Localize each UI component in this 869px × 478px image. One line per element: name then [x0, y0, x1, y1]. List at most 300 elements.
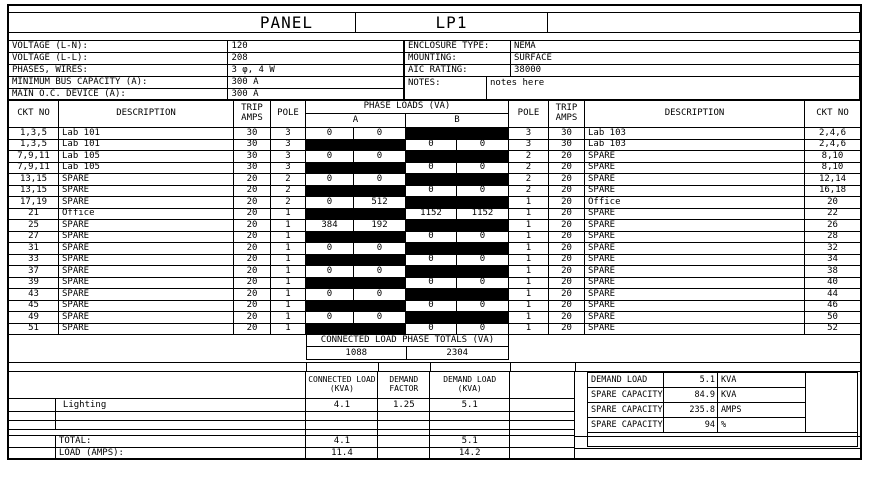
left-pole: 1	[271, 278, 306, 290]
phase-a-load-right: 0	[354, 312, 406, 324]
phase-a-load-left	[306, 255, 354, 267]
phase-a-load-left	[306, 232, 354, 244]
right-ckt-no: 26	[805, 220, 861, 232]
summary-cell-spacer	[510, 448, 575, 459]
left-trip-amps: 20	[234, 312, 271, 324]
left-pole: 1	[271, 255, 306, 267]
capacity-value: 235.8	[664, 403, 718, 418]
load-amps-label: LOAD (AMPS):	[56, 448, 307, 459]
left-trip-amps: 20	[234, 255, 271, 267]
left-ckt-no: 25	[9, 220, 59, 232]
right-description: SPARE	[585, 312, 805, 324]
capacity-value: 5.1	[664, 373, 718, 388]
phase-b-load-right: 0	[457, 163, 509, 175]
summary-cell-spacer	[378, 421, 430, 430]
panel-info-left-table	[8, 40, 404, 101]
right-pole: 1	[509, 324, 549, 336]
info-row	[9, 41, 404, 53]
phase-a-load-right	[354, 209, 406, 221]
schedule-header	[8, 99, 861, 128]
info-label: AIC RATING:	[405, 65, 511, 77]
left-description: SPARE	[59, 301, 234, 313]
info-row	[9, 65, 404, 77]
panel-info-right-table	[404, 40, 860, 101]
right-ckt-no: 32	[805, 243, 861, 255]
left-description: SPARE	[59, 266, 234, 278]
summary-cell-spacer	[378, 412, 430, 421]
header-phase-a: A	[306, 114, 406, 128]
summary-cell-spacer	[510, 412, 575, 421]
capacity-value: 94	[664, 418, 718, 433]
summary-header-spacer	[510, 372, 575, 399]
info-label: MAIN O.C. DEVICE (A):	[9, 89, 228, 101]
phase-a-load-left	[306, 209, 354, 221]
phase-b-load-right: 0	[457, 324, 509, 336]
info-row	[9, 77, 404, 89]
phase-a-load-left: 0	[306, 197, 354, 209]
summary-header-demand-factor: DEMAND FACTOR	[378, 372, 430, 399]
left-ckt-no: 7,9,11	[9, 151, 59, 163]
phase-b-load-left: 0	[406, 163, 457, 175]
phase-b-load-left: 1152	[406, 209, 457, 221]
right-description: SPARE	[585, 220, 805, 232]
summary-demand-factor: 1.25	[378, 399, 430, 412]
phase-a-load-right	[354, 324, 406, 336]
right-trip-amps: 20	[549, 289, 585, 301]
capacity-unit: AMPS	[718, 403, 806, 418]
left-ckt-no: 21	[9, 209, 59, 221]
phase-a-load-left: 0	[306, 128, 354, 140]
summary-description: Lighting	[56, 399, 307, 412]
summary-header-demand-load: DEMAND LOAD (KVA)	[430, 372, 510, 399]
divider-strip	[8, 362, 861, 372]
phase-a-load-left	[306, 301, 354, 313]
right-description: SPARE	[585, 255, 805, 267]
right-description: SPARE	[585, 186, 805, 198]
right-trip-amps: 20	[549, 174, 585, 186]
phase-b-load-left: 0	[406, 278, 457, 290]
phase-a-load-left: 0	[306, 289, 354, 301]
load-summary-table	[8, 372, 575, 459]
phase-b-load-right: 0	[457, 186, 509, 198]
right-trip-amps: 20	[549, 255, 585, 267]
right-pole: 1	[509, 220, 549, 232]
right-pole: 3	[509, 140, 549, 152]
left-pole: 3	[271, 128, 306, 140]
left-description: SPARE	[59, 312, 234, 324]
header-description-left: DESCRIPTION	[59, 100, 234, 128]
right-trip-amps: 20	[549, 197, 585, 209]
header-phase-b: B	[406, 114, 509, 128]
summary-connected-load: 4.1	[306, 399, 378, 412]
phase-a-load-left: 384	[306, 220, 354, 232]
left-trip-amps: 20	[234, 186, 271, 198]
left-description: SPARE	[59, 243, 234, 255]
right-ckt-no: 16,18	[805, 186, 861, 198]
left-trip-amps: 20	[234, 197, 271, 209]
left-pole: 1	[271, 220, 306, 232]
left-trip-amps: 20	[234, 289, 271, 301]
phase-a-load-right: 0	[354, 289, 406, 301]
right-description: Office	[585, 197, 805, 209]
capacity-label: DEMAND LOAD	[588, 373, 664, 388]
left-description: SPARE	[59, 232, 234, 244]
phase-a-load-right	[354, 163, 406, 175]
phase-b-load-left: 0	[406, 232, 457, 244]
left-pole: 1	[271, 243, 306, 255]
summary-total-row	[9, 436, 575, 448]
right-pole: 1	[509, 312, 549, 324]
left-ckt-no: 1,3,5	[9, 140, 59, 152]
phase-a-load-left	[306, 186, 354, 198]
left-description: SPARE	[59, 324, 234, 336]
phase-a-load-right	[354, 278, 406, 290]
right-trip-amps: 20	[549, 278, 585, 290]
summary-row-lighting	[9, 399, 575, 412]
phase-b-load-right	[457, 197, 509, 209]
phase-b-load-right: 0	[457, 301, 509, 313]
right-ckt-no: 44	[805, 289, 861, 301]
phase-b-load-right	[457, 220, 509, 232]
info-label: NOTES:	[405, 77, 487, 101]
phase-b-load-left: 0	[406, 140, 457, 152]
summary-demand-load: 5.1	[430, 399, 510, 412]
phase-totals-box	[306, 335, 509, 360]
summary-empty-row	[9, 412, 575, 421]
phase-a-load-right: 0	[354, 243, 406, 255]
left-pole: 1	[271, 232, 306, 244]
strip-cell	[379, 363, 431, 371]
right-description: Lab 103	[585, 128, 805, 140]
summary-cell-spacer	[306, 412, 378, 421]
right-ckt-no: 8,10	[805, 163, 861, 175]
total-connected-load: 4.1	[306, 436, 378, 448]
info-value: 300 A	[228, 89, 404, 101]
right-pole: 1	[509, 278, 549, 290]
summary-cell-spacer	[9, 421, 56, 430]
right-trip-amps: 20	[549, 186, 585, 198]
summary-cell-spacer	[430, 421, 510, 430]
left-pole: 1	[271, 312, 306, 324]
summary-cell-spacer	[378, 436, 430, 448]
left-ckt-no: 49	[9, 312, 59, 324]
phase-a-load-right	[354, 232, 406, 244]
phase-a-load-left: 0	[306, 266, 354, 278]
right-pole: 2	[509, 174, 549, 186]
right-pole: 3	[509, 128, 549, 140]
right-pole: 1	[509, 289, 549, 301]
info-value: 3 φ, 4 W	[228, 65, 404, 77]
left-pole: 2	[271, 197, 306, 209]
summary-cell-spacer	[510, 399, 575, 412]
summary-cell-spacer	[9, 412, 56, 421]
phase-b-load-left: 0	[406, 324, 457, 336]
phase-b-load-left	[406, 312, 457, 324]
right-trip-amps: 20	[549, 301, 585, 313]
left-pole: 3	[271, 163, 306, 175]
right-description: SPARE	[585, 289, 805, 301]
left-ckt-no: 1,3,5	[9, 128, 59, 140]
left-description: SPARE	[59, 278, 234, 290]
right-pole: 2	[509, 151, 549, 163]
right-pole: 1	[509, 255, 549, 267]
left-pole: 2	[271, 174, 306, 186]
phase-a-total: 1088	[307, 347, 407, 359]
panel-title-label: PANEL	[9, 13, 356, 32]
left-ckt-no: 17,19	[9, 197, 59, 209]
right-description: SPARE	[585, 151, 805, 163]
info-row	[405, 65, 860, 77]
left-pole: 1	[271, 209, 306, 221]
left-description: Lab 101	[59, 128, 234, 140]
phase-a-load-left: 0	[306, 243, 354, 255]
total-demand-load: 5.1	[430, 436, 510, 448]
header-trip-amps-right: TRIP AMPS	[549, 100, 585, 128]
right-pole: 1	[509, 209, 549, 221]
left-ckt-no: 27	[9, 232, 59, 244]
right-description: SPARE	[585, 301, 805, 313]
left-trip-amps: 20	[234, 301, 271, 313]
info-value: 38000	[511, 65, 860, 77]
right-ckt-no: 40	[805, 278, 861, 290]
summary-cell-spacer	[9, 399, 56, 412]
info-label: VOLTAGE (L-L):	[9, 53, 228, 65]
right-description: SPARE	[585, 209, 805, 221]
header-pole-right: POLE	[509, 100, 549, 128]
phase-a-load-left	[306, 163, 354, 175]
left-description: Lab 105	[59, 163, 234, 175]
left-description: Lab 105	[59, 151, 234, 163]
left-description: SPARE	[59, 289, 234, 301]
info-row	[405, 41, 860, 53]
left-description: SPARE	[59, 174, 234, 186]
left-ckt-no: 51	[9, 324, 59, 336]
right-description: SPARE	[585, 243, 805, 255]
capacity-label: SPARE CAPACITY	[588, 388, 664, 403]
capacity-table	[587, 372, 806, 433]
phase-a-load-right	[354, 301, 406, 313]
left-ckt-no: 39	[9, 278, 59, 290]
right-ckt-no: 20	[805, 197, 861, 209]
phase-a-load-right: 512	[354, 197, 406, 209]
right-pole: 1	[509, 243, 549, 255]
left-pole: 3	[271, 140, 306, 152]
summary-header-spacer	[9, 372, 306, 399]
schedule-rows-grid	[8, 128, 861, 335]
summary-cell-spacer	[430, 412, 510, 421]
phase-b-load-left: 0	[406, 186, 457, 198]
header-trip-amps-left: TRIP AMPS	[234, 100, 271, 128]
right-ckt-no: 28	[805, 232, 861, 244]
phase-b-load-right: 1152	[457, 209, 509, 221]
phase-b-load-left	[406, 128, 457, 140]
info-label: MOUNTING:	[405, 53, 511, 65]
right-ckt-no: 12,14	[805, 174, 861, 186]
left-description: SPARE	[59, 186, 234, 198]
phase-b-load-left	[406, 243, 457, 255]
left-trip-amps: 20	[234, 232, 271, 244]
capacity-unit: KVA	[718, 373, 806, 388]
phase-b-load-left	[406, 220, 457, 232]
right-ckt-no: 22	[805, 209, 861, 221]
summary-cell-spacer	[306, 421, 378, 430]
phase-b-total: 2304	[446, 347, 469, 358]
left-trip-amps: 20	[234, 266, 271, 278]
phase-totals-label: CONNECTED LOAD PHASE TOTALS (VA)	[307, 335, 508, 347]
phase-a-load-right	[354, 255, 406, 267]
load-amps-connected: 11.4	[306, 448, 378, 459]
left-ckt-no: 33	[9, 255, 59, 267]
left-pole: 1	[271, 324, 306, 336]
title-blank-cell	[548, 13, 860, 32]
right-trip-amps: 30	[549, 140, 585, 152]
header-ckt-no-left: CKT NO	[9, 100, 59, 128]
summary-cell-spacer	[56, 421, 307, 430]
summary-header-connected-load: CONNECTED LOAD (KVA)	[306, 372, 378, 399]
phase-a-load-right: 0	[354, 174, 406, 186]
right-trip-amps: 20	[549, 220, 585, 232]
phase-a-load-right: 192	[354, 220, 406, 232]
left-ckt-no: 7,9,11	[9, 163, 59, 175]
right-ckt-no: 8,10	[805, 151, 861, 163]
left-description: SPARE	[59, 197, 234, 209]
phase-a-load-left: 0	[306, 151, 354, 163]
title-row	[8, 12, 861, 33]
summary-cell-spacer	[510, 421, 575, 430]
left-ckt-no: 37	[9, 266, 59, 278]
phase-a-load-right: 0	[354, 266, 406, 278]
info-value: SURFACE	[511, 53, 860, 65]
info-value: notes here	[487, 77, 860, 101]
summary-load-amps-row	[9, 448, 575, 459]
left-trip-amps: 30	[234, 163, 271, 175]
left-trip-amps: 20	[234, 220, 271, 232]
phase-a-load-right: 0	[354, 128, 406, 140]
strip-cell	[9, 363, 307, 371]
header-pole-left: POLE	[271, 100, 306, 128]
summary-cell-spacer	[9, 448, 56, 459]
left-trip-amps: 30	[234, 128, 271, 140]
right-trip-amps: 20	[549, 163, 585, 175]
summary-cell-spacer	[9, 436, 56, 448]
info-value: 120	[228, 41, 404, 53]
right-pole: 1	[509, 266, 549, 278]
right-trip-amps: 30	[549, 128, 585, 140]
right-ckt-no: 34	[805, 255, 861, 267]
strip-cell	[511, 363, 576, 371]
right-description: SPARE	[585, 163, 805, 175]
info-label: MINIMUM BUS CAPACITY (A):	[9, 77, 228, 89]
phase-a-load-left	[306, 324, 354, 336]
header-phase-loads: PHASE LOADS (VA)	[306, 100, 509, 114]
total-label: TOTAL:	[56, 436, 307, 448]
left-trip-amps: 20	[234, 324, 271, 336]
phase-b-load-right	[457, 266, 509, 278]
phase-b-load-left	[406, 266, 457, 278]
info-value: 208	[228, 53, 404, 65]
right-description: SPARE	[585, 324, 805, 336]
info-value: NEMA	[511, 41, 860, 53]
left-ckt-no: 13,15	[9, 174, 59, 186]
capacity-unit: %	[718, 418, 806, 433]
right-trip-amps: 20	[549, 209, 585, 221]
right-trip-amps: 20	[549, 266, 585, 278]
left-pole: 1	[271, 266, 306, 278]
right-ckt-no: 2,4,6	[805, 128, 861, 140]
strip-cell	[431, 363, 511, 371]
capacity-label: SPARE CAPACITY	[588, 403, 664, 418]
right-trip-amps: 20	[549, 151, 585, 163]
phase-b-load-left	[406, 174, 457, 186]
left-ckt-no: 31	[9, 243, 59, 255]
right-pole: 2	[509, 186, 549, 198]
header-description-right: DESCRIPTION	[585, 100, 805, 128]
right-pole: 1	[509, 197, 549, 209]
info-value: 300 A	[228, 77, 404, 89]
phase-b-load-right	[457, 151, 509, 163]
phase-a-load-right	[354, 140, 406, 152]
phase-b-load-right	[457, 128, 509, 140]
left-ckt-no: 43	[9, 289, 59, 301]
strip-cell	[307, 363, 379, 371]
left-pole: 1	[271, 301, 306, 313]
phase-b-load-right: 0	[457, 140, 509, 152]
right-description: SPARE	[585, 266, 805, 278]
summary-cell-spacer	[378, 448, 430, 459]
phase-a-load-right	[354, 186, 406, 198]
left-trip-amps: 20	[234, 209, 271, 221]
right-ckt-no: 2,4,6	[805, 140, 861, 152]
left-description: SPARE	[59, 220, 234, 232]
left-trip-amps: 20	[234, 174, 271, 186]
phase-b-load-left: 0	[406, 301, 457, 313]
phase-b-load-right: 0	[457, 255, 509, 267]
panel-name: LP1	[356, 13, 548, 32]
left-pole: 2	[271, 186, 306, 198]
phase-a-load-left	[306, 278, 354, 290]
phase-totals-values	[307, 347, 508, 359]
phase-b-load-left: 0	[406, 255, 457, 267]
left-trip-amps: 30	[234, 151, 271, 163]
phase-a-load-left: 0	[306, 312, 354, 324]
capacity-label: SPARE CAPACITY	[588, 418, 664, 433]
right-description: SPARE	[585, 232, 805, 244]
right-description: SPARE	[585, 174, 805, 186]
phase-b-load-left	[406, 151, 457, 163]
phase-a-load-right: 0	[354, 151, 406, 163]
left-description: Lab 101	[59, 140, 234, 152]
left-ckt-no: 13,15	[9, 186, 59, 198]
right-ckt-no: 46	[805, 301, 861, 313]
info-row-notes	[405, 77, 860, 101]
phase-b-load-right	[457, 312, 509, 324]
right-pole: 2	[509, 163, 549, 175]
right-description: SPARE	[585, 278, 805, 290]
left-pole: 1	[271, 289, 306, 301]
phase-a-load-left: 0	[306, 174, 354, 186]
right-pole: 1	[509, 232, 549, 244]
info-label: ENCLOSURE TYPE:	[405, 41, 511, 53]
right-ckt-no: 50	[805, 312, 861, 324]
phase-b-load-right: 0	[457, 278, 509, 290]
phase-b-load-left	[406, 197, 457, 209]
capacity-value: 84.9	[664, 388, 718, 403]
left-description: SPARE	[59, 255, 234, 267]
right-description: Lab 103	[585, 140, 805, 152]
phase-b-load-left	[406, 289, 457, 301]
phase-b-load-right	[457, 289, 509, 301]
left-pole: 3	[271, 151, 306, 163]
